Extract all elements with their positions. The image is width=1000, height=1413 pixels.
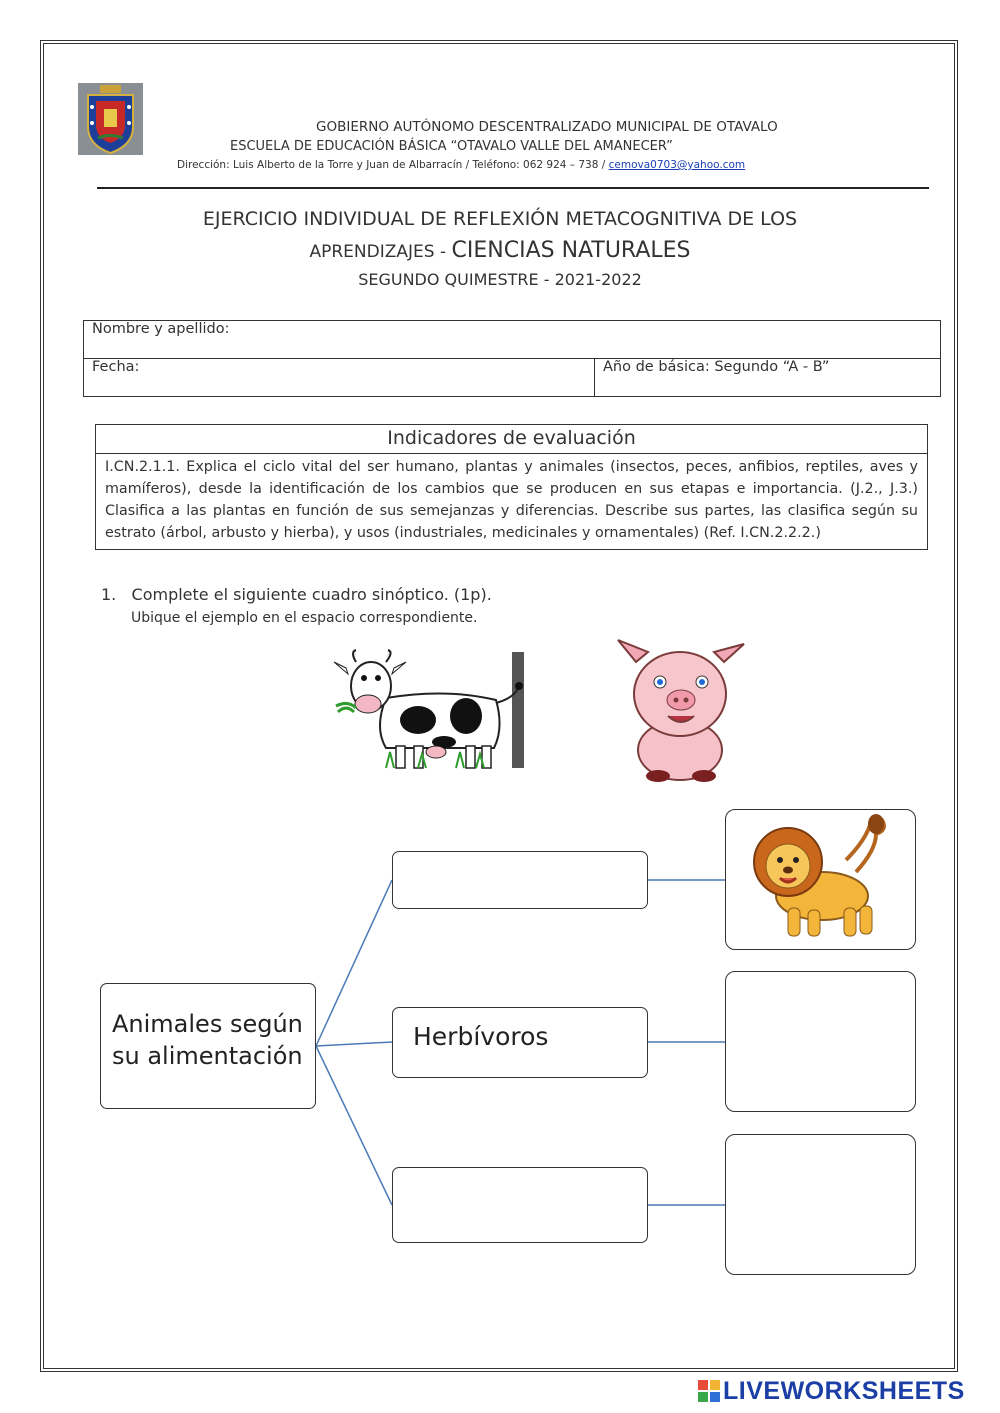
date-label: Fecha: [92, 359, 140, 375]
header-school-name: ESCUELA DE EDUCACIÓN BÁSICA “OTAVALO VALLE DEL AMANECER” [230, 139, 673, 154]
example-box-top[interactable] [725, 809, 916, 950]
question-1-instruction: Ubique el ejemplo en el espacio correspondiente. [131, 610, 478, 626]
page-title-line1: EJERCICIO INDIVIDUAL DE REFLEXIÓN METACOGNITIVA DE LOS [202, 208, 798, 230]
example-box-bottom[interactable] [725, 1134, 916, 1275]
name-label: Nombre y apellido: [92, 321, 230, 337]
main-concept-box: Animales según su alimentación [100, 983, 316, 1109]
question-1-number: 1. [101, 585, 117, 604]
header-government-name: GOBIERNO AUTÓNOMO DESCENTRALIZADO MUNICIPAL DE OTAVALO [316, 119, 778, 135]
question-1-text: Complete el siguiente cuadro sinóptico. (1p). [131, 585, 492, 604]
header-address-text: Dirección: Luis Alberto de la Torre y Juan de Albarracín / Teléfono: 062 924 – 738 / [177, 159, 609, 171]
title-aprendizajes: APRENDIZAJES - [309, 242, 452, 262]
connector-to-middle [316, 1042, 392, 1046]
category-input-bottom[interactable] [392, 1167, 648, 1243]
example-box-middle[interactable] [725, 971, 916, 1112]
page-title-period: SEGUNDO QUIMESTRE - 2021-2022 [358, 270, 642, 289]
liveworksheets-watermark [698, 1377, 965, 1406]
watermark-text: LIVEWORKSHEETS [723, 1377, 965, 1405]
email-link[interactable]: cemova0703@yahoo.com [608, 159, 746, 171]
category-input-top[interactable] [392, 851, 648, 909]
lion-image[interactable] [726, 810, 914, 948]
title-subject: CIENCIAS NATURALES [451, 238, 691, 263]
category-herbivoros: Herbívoros [392, 1007, 648, 1078]
liveworksheets-logo-icon [698, 1380, 720, 1402]
grade-label: Año de básica: Segundo “A - B” [603, 359, 830, 375]
connector-to-top [316, 880, 392, 1046]
indicators-title: Indicadores de evaluación [96, 425, 927, 454]
connector-to-bottom [316, 1046, 392, 1205]
indicators-text: I.CN.2.1.1. Explica el ciclo vital del ser humano, plantas y animales (insectos, peces, anfibios, reptiles, aves y mamíferos), desde la identificación de los cambios que se producen en sus etapas e importancia. (J.2., J.3.) Clasifica a las plantas en función de sus semejanzas y diferencias. Describe sus partes, las clasifica según su estrato (árbol, arbusto y hierba), y usos (industriales, medicinales y ornamentales) (Ref. I.CN.2.2.2.) [105, 459, 918, 541]
